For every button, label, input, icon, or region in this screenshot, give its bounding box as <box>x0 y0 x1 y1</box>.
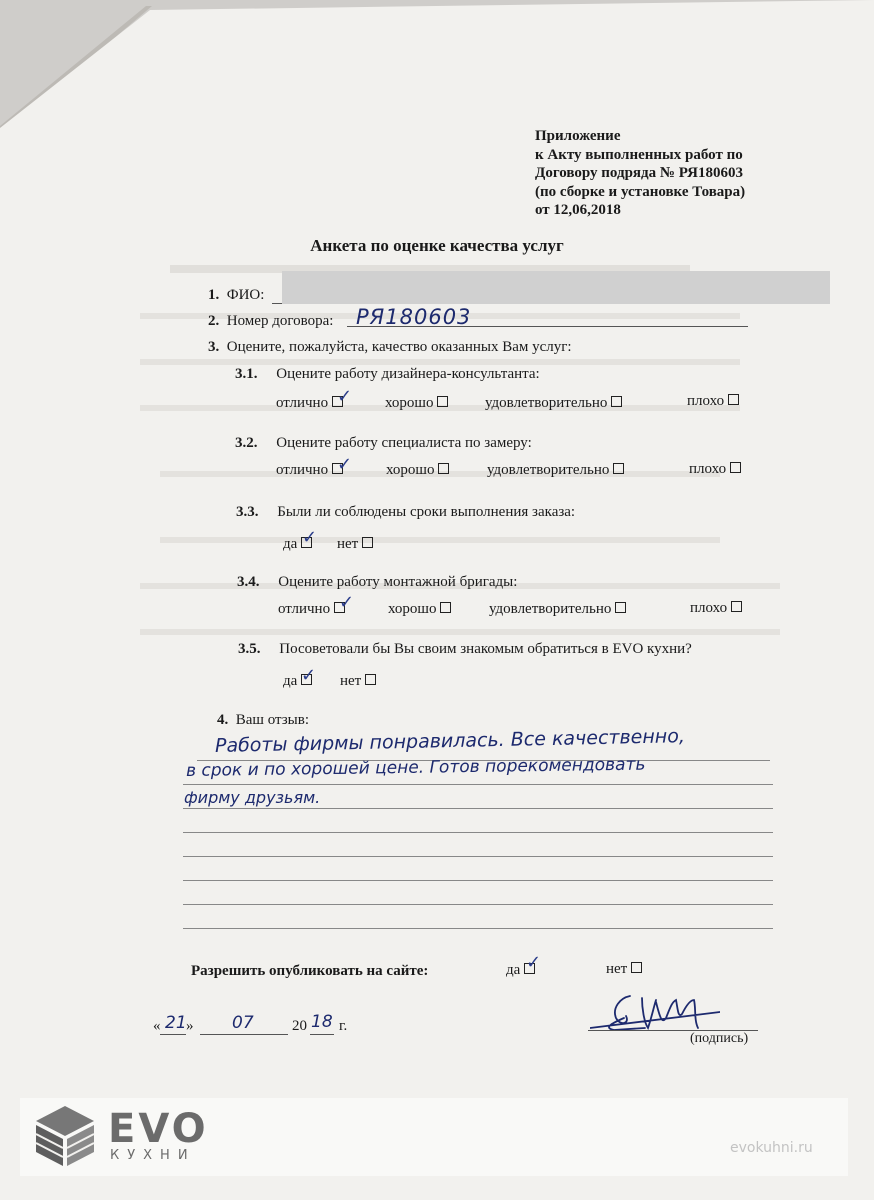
review-line <box>183 856 773 857</box>
q34-excellent-label: отлично <box>278 601 331 617</box>
contract-number-handwritten: РЯ180603 <box>356 305 472 329</box>
date-year-underline <box>310 1034 334 1035</box>
date-close-quote: » <box>186 1018 194 1034</box>
question-3-1-label: Оцените работу дизайнера-консультанта: <box>276 366 540 382</box>
q31-check-mark: ✓ <box>337 386 353 407</box>
appendix-header <box>535 127 745 220</box>
question-3-3 <box>236 504 575 521</box>
question-3-1-number: 3.1. <box>235 366 258 382</box>
q35-no-checkbox[interactable] <box>365 674 376 685</box>
question-2-number: 2. <box>208 313 220 329</box>
question-3-4 <box>237 574 517 591</box>
publish-no <box>606 961 642 978</box>
q34-check-mark: ✓ <box>339 592 355 613</box>
signature-caption: (подпись) <box>690 1031 749 1046</box>
q32-bad-checkbox[interactable] <box>730 462 741 473</box>
q34-satisfactory-label: удовлетворительно <box>489 601 612 617</box>
q34-bad-checkbox[interactable] <box>731 601 742 612</box>
q32-excellent <box>276 462 343 479</box>
q31-good <box>385 395 448 412</box>
review-text-line-3: фирму друзьям. <box>184 788 321 807</box>
watermark-brand: EVO <box>108 1106 209 1152</box>
question-3-2 <box>235 435 532 452</box>
q34-excellent <box>278 601 345 618</box>
question-3-number: 3. <box>208 339 220 355</box>
question-3-label: Оцените, пожалуйста, качество оказанных Вам услуг: <box>226 339 572 355</box>
question-4-number: 4. <box>217 712 229 728</box>
q35-no-label: нет <box>340 673 362 689</box>
q34-satisfactory-checkbox[interactable] <box>615 602 626 613</box>
q32-check-mark: ✓ <box>337 454 353 475</box>
q31-bad-checkbox[interactable] <box>728 394 739 405</box>
appendix-line-5: от 12,06,2018 <box>535 202 621 218</box>
q32-good <box>386 462 449 479</box>
q31-excellent <box>276 395 343 412</box>
question-3-3-label: Были ли соблюдены сроки выполнения заказа: <box>277 504 576 520</box>
question-3-2-label: Оцените работу специалиста по замеру: <box>276 435 532 451</box>
q31-good-checkbox[interactable] <box>437 396 448 407</box>
question-3-5-number: 3.5. <box>238 641 261 657</box>
question-1 <box>208 287 264 304</box>
q33-no-label: нет <box>337 536 359 552</box>
question-4-label: Ваш отзыв: <box>235 712 310 728</box>
q34-bad-label: плохо <box>690 600 728 616</box>
q35-no <box>340 673 376 690</box>
review-text-line-1: Работы фирмы понравилась. Все качественно, <box>214 725 686 757</box>
review-text-line-2: в срок и по хорошей цене. Готов порекомендовать <box>185 754 646 781</box>
appendix-line-2: к Акту выполненных работ по <box>535 146 743 163</box>
watermark-subtitle: КУХНИ <box>110 1148 196 1163</box>
q32-satisfactory <box>487 462 624 479</box>
review-line <box>183 928 773 929</box>
question-3-4-label: Оцените работу монтажной бригады: <box>278 574 518 590</box>
question-1-number: 1. <box>208 287 220 303</box>
q33-no-checkbox[interactable] <box>362 537 373 548</box>
publish-yes-label: да <box>506 962 521 978</box>
q31-bad-label: плохо <box>687 393 725 409</box>
q31-excellent-label: отлично <box>276 395 329 411</box>
date-year-prefix: 20 <box>292 1018 307 1034</box>
q35-check-mark: ✓ <box>301 665 317 686</box>
q33-check-mark: ✓ <box>302 527 318 548</box>
review-line <box>183 808 773 809</box>
publish-label: Разрешить опубликовать на сайте: <box>191 963 429 979</box>
q32-excellent-label: отлично <box>276 462 329 478</box>
review-line <box>183 784 773 785</box>
watermark-site: evokuhni.ru <box>730 1140 813 1156</box>
question-3-2-number: 3.2. <box>235 435 258 451</box>
question-2-label: Номер договора: <box>226 313 334 329</box>
q32-satisfactory-checkbox[interactable] <box>613 463 624 474</box>
evo-cube-logo-icon <box>34 1104 96 1168</box>
appendix-line-1: Приложение <box>535 128 621 144</box>
q31-satisfactory-label: удовлетворительно <box>485 395 608 411</box>
q32-good-checkbox[interactable] <box>438 463 449 474</box>
appendix-line-3: Договору подряда № РЯ180603 <box>535 165 743 181</box>
q31-satisfactory-checkbox[interactable] <box>611 396 622 407</box>
question-3-5-label: Посоветовали бы Вы своим знакомым обратиться в EVO кухни? <box>279 641 692 657</box>
q33-no <box>337 536 373 553</box>
date-open-quote: « <box>153 1018 161 1034</box>
q32-bad-label: плохо <box>689 461 727 477</box>
date-day: 21 <box>165 1013 187 1033</box>
publish-no-checkbox[interactable] <box>631 962 642 973</box>
date-suffix: г. <box>339 1018 348 1034</box>
q31-bad <box>687 393 739 410</box>
question-2 <box>208 313 333 330</box>
q34-good <box>388 601 451 618</box>
q31-good-label: хорошо <box>385 395 434 411</box>
q34-bad <box>690 600 742 617</box>
date-month: 07 <box>232 1013 254 1033</box>
q31-satisfactory <box>485 395 622 412</box>
question-3-1 <box>235 366 540 383</box>
question-1-label: ФИО: <box>226 287 265 303</box>
question-3 <box>208 339 572 356</box>
question-4 <box>217 712 309 729</box>
form-title: Анкета по оценке качества услуг <box>310 236 564 255</box>
date-year-suffix: 18 <box>311 1012 333 1032</box>
q33-yes-label: да <box>283 536 298 552</box>
publish-check-mark: ✓ <box>526 952 542 973</box>
redacted-name <box>282 271 830 304</box>
date-day-underline <box>160 1034 186 1035</box>
q34-good-label: хорошо <box>388 601 437 617</box>
q32-good-label: хорошо <box>386 462 435 478</box>
review-line <box>183 832 773 833</box>
question-3-5 <box>238 641 692 658</box>
review-line <box>183 904 773 905</box>
q34-good-checkbox[interactable] <box>440 602 451 613</box>
q32-satisfactory-label: удовлетворительно <box>487 462 610 478</box>
review-line <box>183 880 773 881</box>
q32-bad <box>689 461 741 478</box>
date-month-underline <box>200 1034 288 1035</box>
question-3-4-number: 3.4. <box>237 574 260 590</box>
q34-satisfactory <box>489 601 626 618</box>
appendix-line-4: (по сборке и установке Товара) <box>535 183 746 200</box>
question-3-3-number: 3.3. <box>236 504 259 520</box>
publish-no-label: нет <box>606 961 628 977</box>
q35-yes-label: да <box>283 673 298 689</box>
